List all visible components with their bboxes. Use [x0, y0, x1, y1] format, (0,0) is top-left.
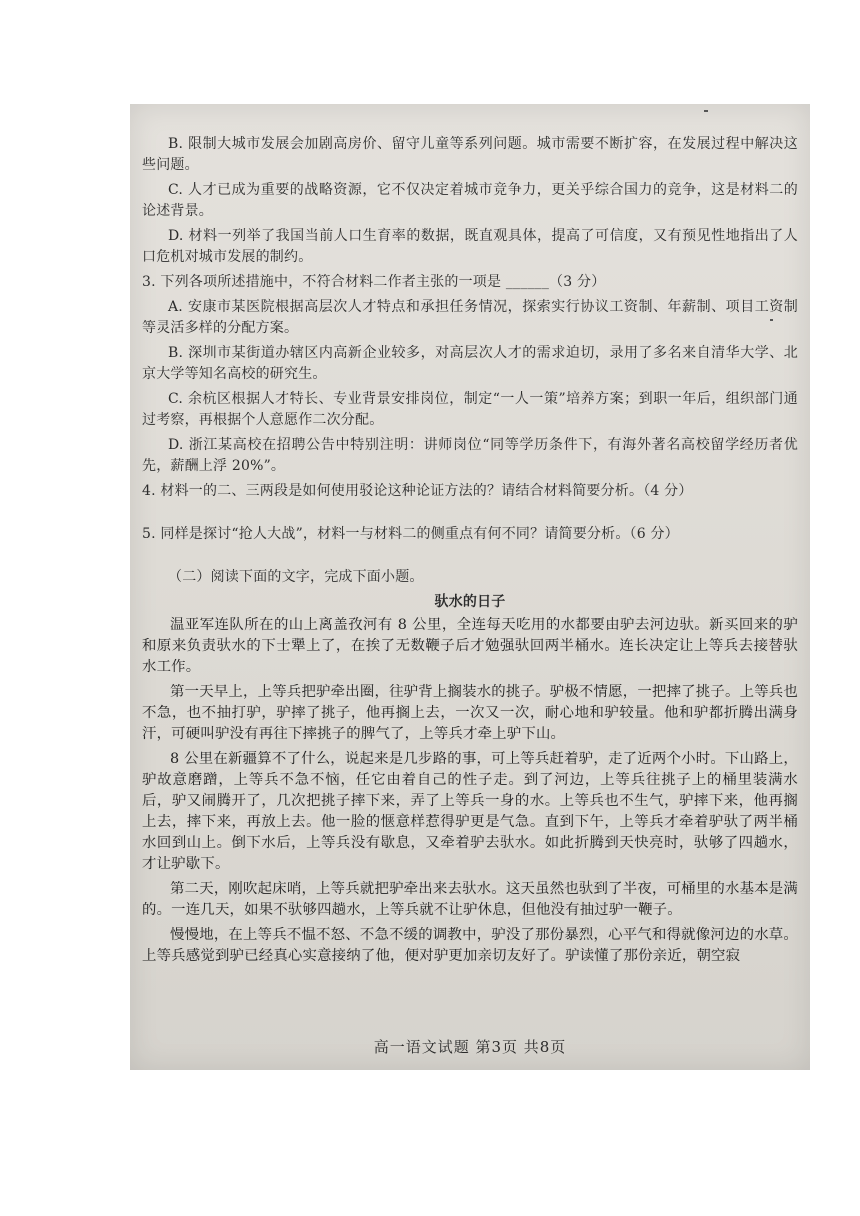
- option-d-paragraph: D. 材料一列举了我国当前人口生育率的数据，既直观具体，提高了可信度，又有预见性地指出了人口危机对城市发展的制约。: [142, 228, 798, 265]
- question-5: 5. 同样是探讨“抢人大战”，材料一与材料二的侧重点有何不同？请简要分析。（6 分）: [142, 526, 679, 542]
- question-3-option-b: B. 深圳市某街道办辖区内高新企业较多，对高层次人才的需求迫切，录用了多名来自清华大学、北京大学等知名高校的研究生。: [142, 345, 798, 382]
- page-footer: 高一语文试题 第3页 共8页: [373, 1038, 567, 1056]
- question-4: 4. 材料一的二、三两段是如何使用驳论这种论证方法的？请结合材料简要分析。（4 分）: [142, 483, 693, 499]
- story-paragraph: 第一天早上，上等兵把驴牵出圈，往驴背上搁装水的挑子。驴极不情愿，一把摔了挑子。上等兵也不急，也不抽打驴，驴摔了挑子，他再搁上去，一次又一次，耐心地和驴较量。他和驴都折腾出满身汗，可硬叫驴没有再往下摔挑子的脾气了，上等兵才牵上驴下山。: [142, 684, 798, 742]
- page-content: [142, 134, 798, 971]
- section-heading: （二）阅读下面的文字，完成下面小题。: [168, 569, 424, 585]
- story-paragraph: 第二天，刚吹起床哨，上等兵就把驴牵出来去驮水。这天虽然也驮到了半夜，可桶里的水基本是满的。一连几天，如果不驮够四趟水，上等兵就不让驴休息，但他没有抽过驴一鞭子。: [142, 881, 798, 918]
- question-3-option-a: A. 安康市某医院根据高层次人才特点和承担任务情况，探索实行协议工资制、年薪制、项目工资制等灵活多样的分配方案。: [142, 299, 798, 336]
- option-c-paragraph: C. 人才已成为重要的战略资源，它不仅决定着城市竞争力，更关乎综合国力的竞争，这是材料二的论述背景。: [142, 182, 798, 219]
- question-3-option-c: C. 余杭区根据人才特长、专业背景安排岗位，制定“一人一策”培养方案；到职一年后，组织部门通过考察，再根据个人意愿作二次分配。: [142, 391, 798, 428]
- exam-page-photo: [130, 104, 810, 1070]
- question-3: 3. 下列各项所述措施中，不符合材料二作者主张的一项是 ______（3 分）: [142, 274, 606, 290]
- option-b-paragraph: B. 限制大城市发展会加剧高房价、留守儿童等系列问题。城市需要不断扩容，在发展过程中解决这些问题。: [142, 136, 798, 173]
- speck: [704, 110, 708, 112]
- story-paragraph: 慢慢地，在上等兵不愠不怒、不急不缓的调教中，驴没了那份暴烈，心平气和得就像河边的水草。上等兵感觉到驴已经真心实意接纳了他，便对驴更加亲切友好了。驴读懂了那份亲近，朝空寂: [142, 927, 798, 964]
- story-title: 驮水的日子: [434, 594, 506, 610]
- question-3-option-d: D. 浙江某高校在招聘公告中特别注明：讲师岗位“同等学历条件下，有海外著名高校留学经历者优先，薪酬上浮 20%”。: [142, 437, 798, 474]
- story-paragraph: 温亚军连队所在的山上离盖孜河有 8 公里，全连每天吃用的水都要由驴去河边驮。新买回来的驴和原来负责驮水的下士犟上了，在挨了无数鞭子后才勉强驮回两半桶水。连长决定让上等兵去接替驮水工作。: [142, 617, 798, 675]
- story-paragraph: 8 公里在新疆算不了什么，说起来是几步路的事，可上等兵赶着驴，走了近两个小时。下山路上，驴故意磨蹭，上等兵不急不恼，任它由着自己的性子走。到了河边，上等兵往挑子上的桶里装满水后，驴又闹腾开了，几次把挑子摔下来，弄了上等兵一身的水。上等兵也不生气，驴摔下来，他再搁上去，摔下来，再放上去。他一脸的惬意样惹得驴更是气急。直到下午，上等兵才牵着驴驮了两半桶水回到山上。倒下水后，上等兵没有歇息，又牵着驴去驮水。如此折腾到天快亮时，驮够了四趟水，才让驴歇下。: [142, 751, 798, 872]
